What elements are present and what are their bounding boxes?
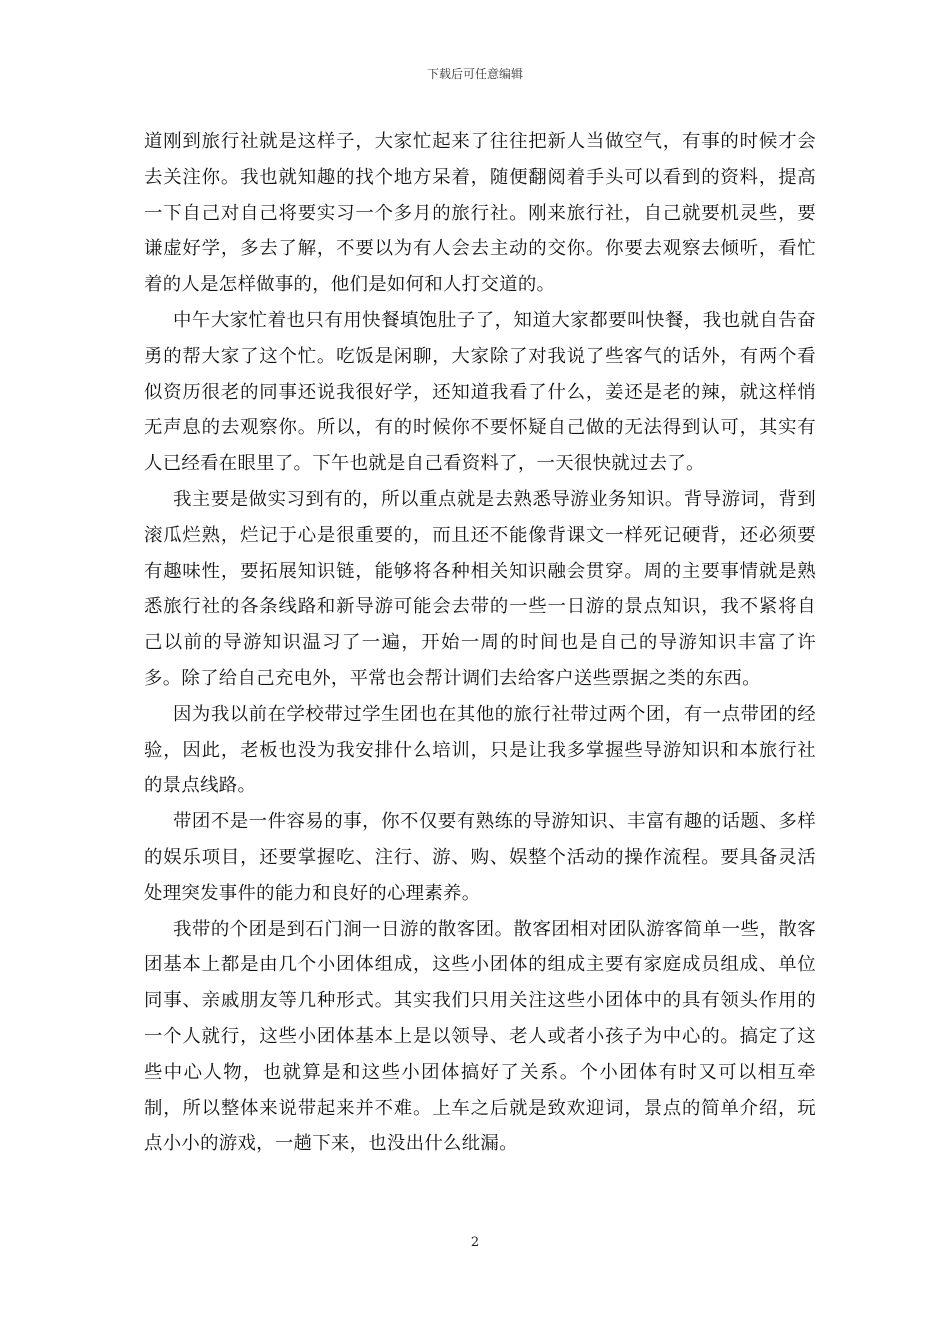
document-body — [144, 124, 816, 1162]
paragraph-6: 我带的个团是到石门涧一日游的散客团。散客团相对团队游客简单一些，散客团基本上都是由几个小团体组成，这些小团体的组成主要有家庭成员组成、单位同事、亲戚朋友等几种形式。其实我们只用关注这些小团体中的具有领头作用的一个人就行，这些小团体基本上是以领导、老人或者小孩子为中心的。搞定了这些中心人物，也就算是和这些小团体搞好了关系。个小团体有时又可以相互牵制，所以整体来说带起来并不难。上车之后就是致欢迎词，景点的简单介绍，玩点小小的游戏，一趟下来，也没出什么纰漏。 — [144, 918, 816, 1155]
paragraph-2: 中午大家忙着也只有用快餐填饱肚子了，知道大家都要叫快餐，我也就自告奋勇的帮大家了这个忙。吃饭是闲聊，大家除了对我说了些客气的话外，有两个看似资历很老的同事还说我很好学，还知道我看了什么，姜还是老的辣，就这样悄无声息的去观察你。所以，有的时候你不要怀疑自己做的无法得到认可，其实有人已经看在眼里了。下午也就是自己看资料了，一天很快就过去了。 — [144, 309, 816, 475]
paragraph-1: 道刚到旅行社就是这样子，大家忙起来了往往把新人当做空气，有事的时候才会去关注你。我也就知趣的找个地方呆着，随便翻阅着手头可以看到的资料，提高一下自己对自己将要实习一个多月的旅行社。刚来旅行社，自己就要机灵些，要谦虚好学，多去了解，不要以为有人会去主动的交你。你要去观察去倾听，看忙着的人是怎样做事的，他们是如何和人打交道的。 — [144, 131, 816, 296]
paragraph-5: 带团不是一件容易的事，你不仅要有熟练的导游知识、丰富有趣的话题、多样的娱乐项目，还要掌握吃、注行、游、购、娱整个活动的操作流程。要具备灵活处理突发事件的能力和良好的心理素养。 — [144, 811, 816, 904]
paragraph-3: 我主要是做实习到有的，所以重点就是去熟悉导游业务知识。背导游词，背到滚瓜烂熟，烂记于心是很重要的，而且还不能像背课文一样死记硬背，还必须要有趣味性，要拓展知识链，能够将各种相关知识融会贯穿。周的主要事情就是熟悉旅行社的各条线路和新导游可能会去带的一些一日游的景点知识，我不紧将自己以前的导游知识温习了一遍，开始一周的时间也是自己的导游知识丰富了许多。除了给自己充电外，平常也会帮计调们去给客户送些票据之类的东西。 — [144, 488, 816, 689]
page-number: 2 — [470, 1235, 480, 1250]
page-header: 下载后可任意编辑 — [426, 67, 523, 81]
paragraph-4: 因为我以前在学校带过学生团也在其他的旅行社带过两个团，有一点带团的经验，因此，老板也没为我安排什么培训，只是让我多掌握些导游知识和本旅行社的景点线路。 — [144, 703, 816, 797]
